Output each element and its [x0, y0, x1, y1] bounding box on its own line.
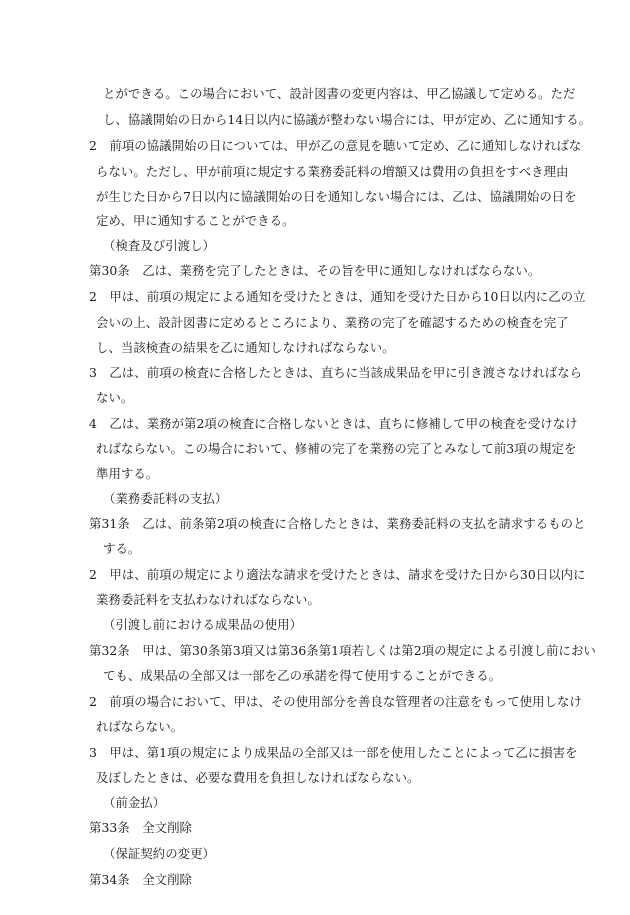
- text-line: 2 甲は、前項の規定による通知を受けたときは、通知を受けた日から10日以内に乙の立: [89, 289, 586, 304]
- section-heading: （前金払）: [103, 795, 166, 810]
- section-heading: （保証契約の変更）: [103, 846, 215, 861]
- text-line: 第30条 乙は、業務を完了したときは、その旨を甲に通知しなければならない。: [89, 263, 541, 278]
- text-line: 3 甲は、第1項の規定により成果品の全部又は一部を使用したことによって乙に損害を: [89, 745, 578, 760]
- text-line: 第32条 甲は、第30条第3項又は第36条第1項若しくは第2項の規定による引渡し前におい: [89, 643, 596, 658]
- section-heading: （業務委託料の支払）: [103, 491, 228, 506]
- section-heading: （検査及び引渡し）: [103, 238, 215, 253]
- text-line: 定め、甲に通知することができる。: [96, 213, 295, 228]
- text-line: 2 前項の協議開始の日については、甲が乙の意見を聴いて定め、乙に通知しなければな: [89, 138, 582, 153]
- text-line: し、当該検査の結果を乙に通知しなければならない。: [96, 340, 395, 355]
- text-line: 2 前項の場合において、甲は、その使用部分を善良な管理者の注意をもって使用しなけ: [89, 694, 582, 709]
- text-line: 4 乙は、業務が第2項の検査に合格しないときは、直ちに修補して甲の検査を受けなけ: [89, 416, 578, 431]
- text-line: ればならない。この場合において、修補の完了を業務の完了とみなして前3項の規定を: [96, 441, 577, 456]
- text-line: 第34条 全文削除: [89, 872, 192, 887]
- text-line: する。: [103, 541, 141, 556]
- text-line: 会いの上、設計図書に定めるところにより、業務の完了を確認するための検査を完了: [96, 315, 569, 330]
- section-heading: （引渡し前における成果品の使用）: [103, 617, 303, 632]
- text-line: ても、成果品の全部又は一部を乙の承諾を得て使用することができる。: [103, 668, 502, 683]
- text-line: が生じた日から7日以内に協議開始の日を通知しない場合には、乙は、協議開始の日を: [96, 189, 577, 204]
- text-line: 3 乙は、前項の検査に合格したときは、直ちに当該成果品を甲に引き渡さなければなら: [89, 365, 583, 380]
- text-line: 業務委託料を支払わなければならない。: [96, 592, 320, 607]
- text-line: 第33条 全文削除: [89, 820, 192, 835]
- text-line: とができる。この場合において、設計図書の変更内容は、甲乙協議して定める。ただ: [103, 86, 576, 101]
- text-line: 及ぼしたときは、必要な費用を負担しなければならない。: [96, 770, 420, 785]
- text-line: ればならない。: [96, 719, 184, 734]
- text-line: らない。ただし、甲が前項に規定する業務委託料の増額又は費用の負担をすべき理由: [96, 164, 569, 179]
- text-line: し、協議開始の日から14日以内に協議が整わない場合には、甲が定め、乙に通知する。: [103, 112, 592, 127]
- text-line: ない。: [96, 390, 134, 405]
- text-line: 準用する。: [96, 466, 159, 481]
- text-line: 第31条 乙は、前条第2項の検査に合格したときは、業務委託料の支払を請求するものと: [89, 516, 586, 531]
- text-line: 2 甲は、前項の規定により適法な請求を受けたときは、請求を受けた日から30日以内に: [89, 567, 586, 582]
